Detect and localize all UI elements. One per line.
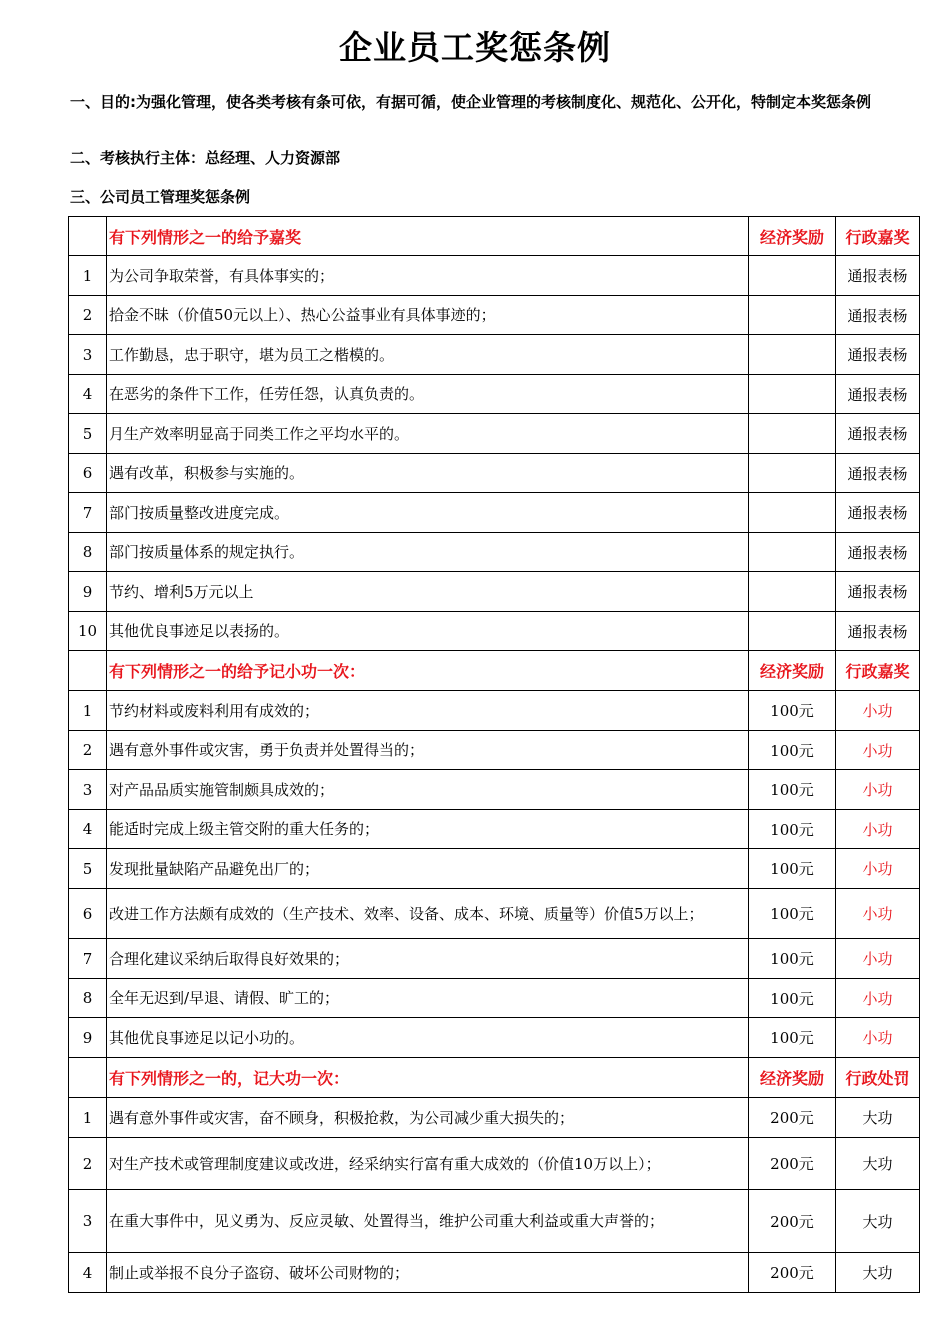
row-number: 2 <box>69 1138 107 1190</box>
admin-reward: 小功 <box>836 1018 920 1058</box>
rule-text: 部门按质量体系的规定执行。 <box>107 533 749 572</box>
admin-reward: 大功 <box>836 1190 920 1253</box>
rule-text: 在重大事件中，见义勇为、反应灵敏、处置得当，维护公司重大利益或重大声誉的； <box>107 1190 749 1253</box>
rule-text: 工作勤恳，忠于职守，堪为员工之楷模的。 <box>107 335 749 375</box>
rule-text: 对生产技术或管理制度建议或改进，经采纳实行富有重大成效的（价值10万以上）； <box>107 1138 749 1190</box>
money-reward <box>749 335 836 375</box>
table-row <box>69 493 920 533</box>
table-row <box>69 691 920 731</box>
money-reward <box>749 533 836 572</box>
document-title: 企业员工奖惩条例 <box>339 28 611 67</box>
money-reward <box>749 256 836 296</box>
row-number: 2 <box>69 731 107 770</box>
row-number: 6 <box>69 889 107 939</box>
row-number: 7 <box>69 493 107 533</box>
money-reward <box>749 454 836 493</box>
row-number: 1 <box>69 1098 107 1138</box>
row-number: 8 <box>69 979 107 1018</box>
money-reward: 200元 <box>749 1138 836 1190</box>
rule-text: 改进工作方法颇有成效的（生产技术、效率、设备、成本、环境、质量等）价值5万以上； <box>107 889 749 939</box>
rule-text: 制止或举报不良分子盗窃、破坏公司财物的； <box>107 1253 749 1293</box>
admin-reward: 小功 <box>836 849 920 889</box>
rule-text: 遇有意外事件或灾害，勇于负责并处置得当的； <box>107 731 749 770</box>
table-row <box>69 454 920 493</box>
rules-table <box>68 216 920 1293</box>
table-row <box>69 1098 920 1138</box>
money-reward <box>749 414 836 454</box>
table-row <box>69 939 920 979</box>
admin-reward: 小功 <box>836 889 920 939</box>
table-row <box>69 1138 920 1190</box>
money-reward: 100元 <box>749 939 836 979</box>
money-reward <box>749 296 836 335</box>
money-column-header: 经济奖励 <box>749 1058 836 1098</box>
rule-text: 部门按质量整改进度完成。 <box>107 493 749 533</box>
table-row <box>69 810 920 849</box>
money-reward <box>749 612 836 651</box>
money-reward <box>749 493 836 533</box>
money-reward: 100元 <box>749 979 836 1018</box>
money-reward: 100元 <box>749 810 836 849</box>
admin-column-header: 行政处罚 <box>836 1058 920 1098</box>
row-number: 5 <box>69 849 107 889</box>
table-row <box>69 572 920 612</box>
money-reward: 100元 <box>749 849 836 889</box>
admin-reward: 小功 <box>836 731 920 770</box>
rule-text: 合理化建议采纳后取得良好效果的； <box>107 939 749 979</box>
rule-text: 遇有意外事件或灾害，奋不顾身，积极抢救，为公司减少重大损失的； <box>107 1098 749 1138</box>
row-number: 3 <box>69 1190 107 1253</box>
money-reward: 100元 <box>749 1018 836 1058</box>
table-row <box>69 889 920 939</box>
admin-reward: 小功 <box>836 770 920 810</box>
section-header-row <box>69 651 920 691</box>
section-heading: 有下列情形之一的给予嘉奖 <box>107 217 749 256</box>
row-number: 7 <box>69 939 107 979</box>
row-number: 4 <box>69 375 107 414</box>
money-reward: 200元 <box>749 1098 836 1138</box>
row-number: 1 <box>69 691 107 731</box>
admin-reward: 通报表杨 <box>836 414 920 454</box>
admin-reward: 通报表杨 <box>836 256 920 296</box>
money-reward: 100元 <box>749 691 836 731</box>
executor-paragraph: 二、考核执行主体：总经理、人力资源部 <box>70 149 341 167</box>
table-row <box>69 1018 920 1058</box>
section-header-row <box>69 1058 920 1098</box>
money-column-header: 经济奖励 <box>749 651 836 691</box>
section-heading: 有下列情形之一的给予记小功一次： <box>107 651 749 691</box>
row-number: 9 <box>69 1018 107 1058</box>
admin-column-header: 行政嘉奖 <box>836 651 920 691</box>
table-row <box>69 979 920 1018</box>
table-row <box>69 256 920 296</box>
rule-text: 节约材料或废料利用有成效的； <box>107 691 749 731</box>
table-row <box>69 375 920 414</box>
money-reward: 100元 <box>749 889 836 939</box>
admin-reward: 通报表杨 <box>836 375 920 414</box>
admin-reward: 通报表杨 <box>836 533 920 572</box>
rule-text: 对产品品质实施管制颇具成效的； <box>107 770 749 810</box>
purpose-paragraph: 一、目的:为强化管理，使各类考核有条可依，有据可循，使企业管理的考核制度化、规范化、公开化，特制定本奖惩条例 <box>70 93 872 111</box>
rule-text: 拾金不昧（价值50元以上）、热心公益事业有具体事迹的； <box>107 296 749 335</box>
money-column-header: 经济奖励 <box>749 217 836 256</box>
row-number: 2 <box>69 296 107 335</box>
row-number: 6 <box>69 454 107 493</box>
rule-text: 节约、增利5万元以上 <box>107 572 749 612</box>
row-number: 10 <box>69 612 107 651</box>
admin-reward: 通报表杨 <box>836 612 920 651</box>
table-row <box>69 849 920 889</box>
rule-text: 其他优良事迹足以记小功的。 <box>107 1018 749 1058</box>
section-heading: 有下列情形之一的，记大功一次： <box>107 1058 749 1098</box>
table-row <box>69 1253 920 1293</box>
table-row <box>69 414 920 454</box>
row-number: 4 <box>69 810 107 849</box>
admin-reward: 通报表杨 <box>836 572 920 612</box>
admin-column-header: 行政嘉奖 <box>836 217 920 256</box>
money-reward: 100元 <box>749 731 836 770</box>
row-number: 4 <box>69 1253 107 1293</box>
table-row <box>69 335 920 375</box>
row-number: 3 <box>69 770 107 810</box>
table-row <box>69 533 920 572</box>
table-row <box>69 296 920 335</box>
row-number: 3 <box>69 335 107 375</box>
section-number-cell <box>69 651 107 691</box>
money-reward <box>749 375 836 414</box>
admin-reward: 小功 <box>836 691 920 731</box>
row-number: 8 <box>69 533 107 572</box>
rule-text: 发现批量缺陷产品避免出厂的； <box>107 849 749 889</box>
rule-text: 其他优良事迹足以表扬的。 <box>107 612 749 651</box>
section-header-row <box>69 217 920 256</box>
admin-reward: 小功 <box>836 810 920 849</box>
rule-text: 为公司争取荣誉，有具体事实的； <box>107 256 749 296</box>
rule-text: 能适时完成上级主管交附的重大任务的； <box>107 810 749 849</box>
rule-text: 在恶劣的条件下工作，任劳任怨，认真负责的。 <box>107 375 749 414</box>
table-row <box>69 770 920 810</box>
admin-reward: 小功 <box>836 939 920 979</box>
money-reward <box>749 572 836 612</box>
section-number-cell <box>69 217 107 256</box>
row-number: 5 <box>69 414 107 454</box>
admin-reward: 通报表杨 <box>836 296 920 335</box>
admin-reward: 通报表杨 <box>836 335 920 375</box>
table-row <box>69 1190 920 1253</box>
rule-text: 遇有改革，积极参与实施的。 <box>107 454 749 493</box>
rules-heading: 三、公司员工管理奖惩条例 <box>70 188 251 206</box>
section-number-cell <box>69 1058 107 1098</box>
rule-text: 月生产效率明显高于同类工作之平均水平的。 <box>107 414 749 454</box>
admin-reward: 小功 <box>836 979 920 1018</box>
rule-text: 全年无迟到/早退、请假、旷工的； <box>107 979 749 1018</box>
row-number: 9 <box>69 572 107 612</box>
admin-reward: 通报表杨 <box>836 454 920 493</box>
money-reward: 100元 <box>749 770 836 810</box>
admin-reward: 大功 <box>836 1098 920 1138</box>
row-number: 1 <box>69 256 107 296</box>
table-row <box>69 731 920 770</box>
admin-reward: 通报表杨 <box>836 493 920 533</box>
admin-reward: 大功 <box>836 1138 920 1190</box>
money-reward: 200元 <box>749 1253 836 1293</box>
admin-reward: 大功 <box>836 1253 920 1293</box>
table-row <box>69 612 920 651</box>
money-reward: 200元 <box>749 1190 836 1253</box>
